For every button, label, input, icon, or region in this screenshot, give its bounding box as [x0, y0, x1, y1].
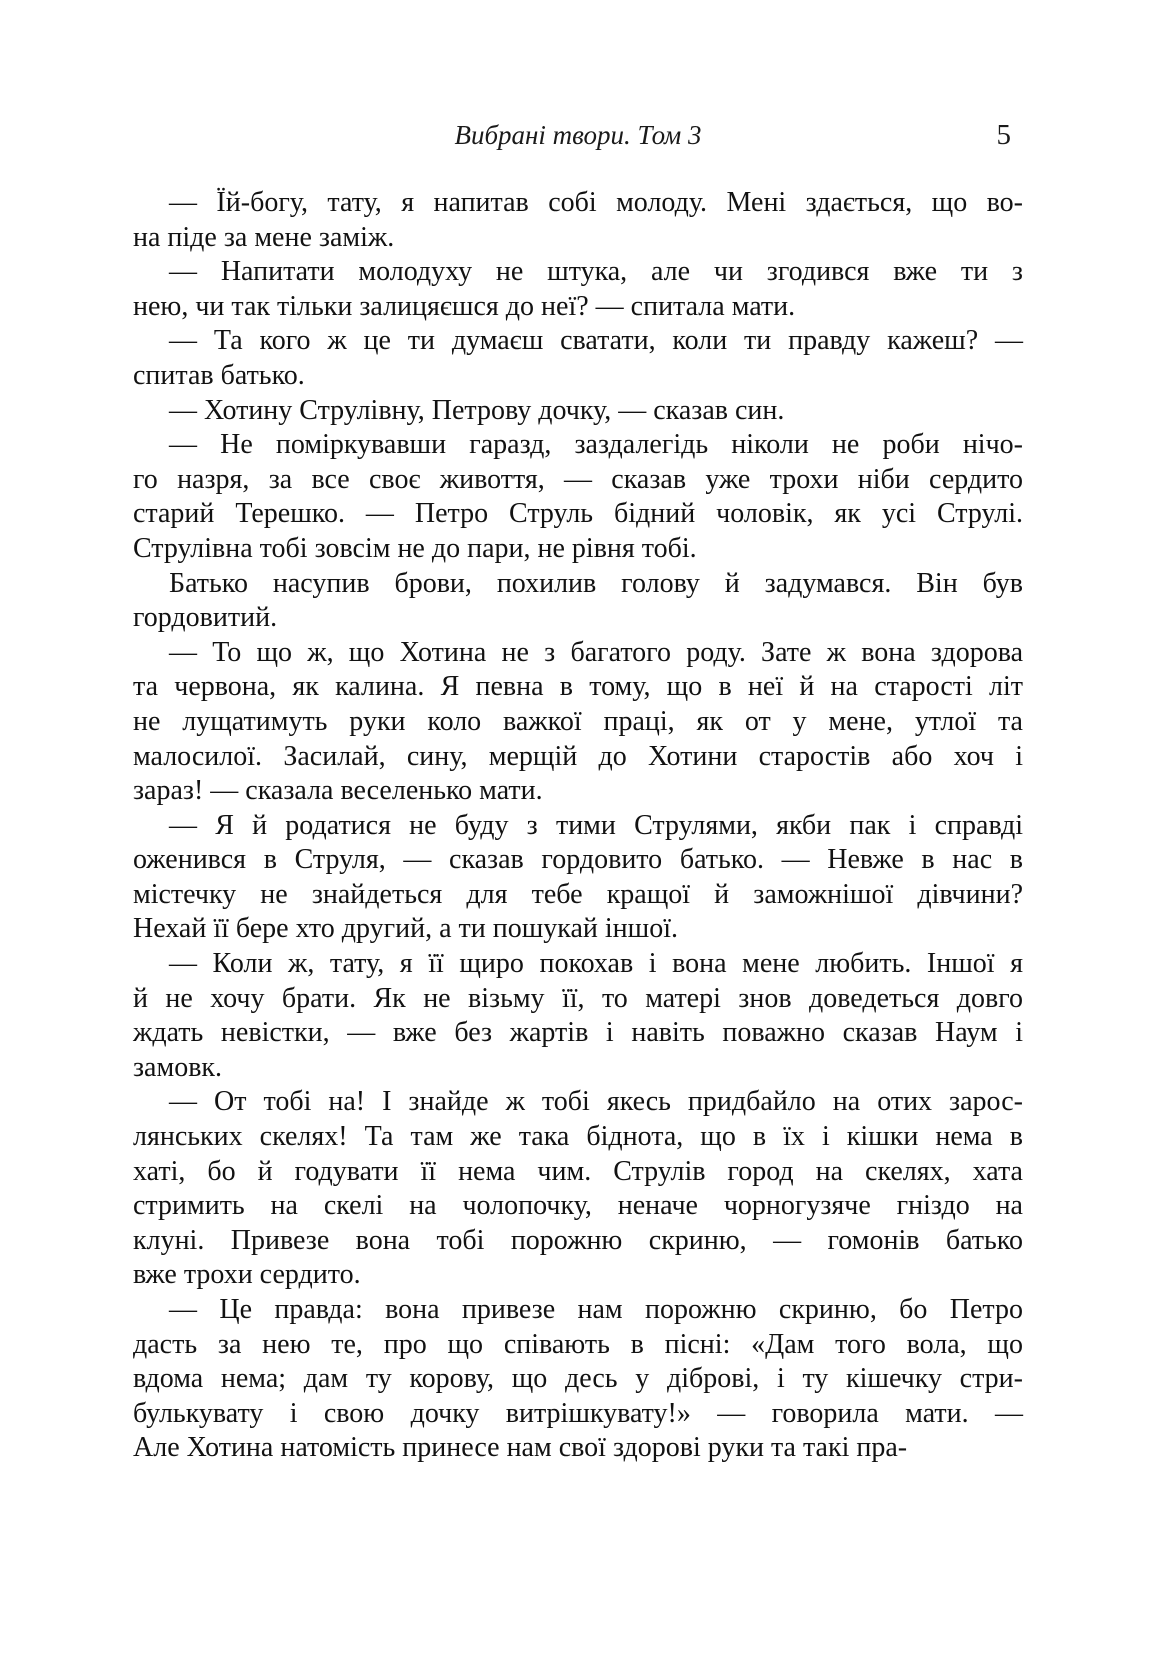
text-line: оженився в Струля, — сказав гордовито батько. — Невже в нас в: [133, 844, 1023, 876]
text-line: старий Терешко. — Петро Струль бідний чоловік, як усі Струлі.: [133, 498, 1023, 530]
text-line: лянських скелях! Та там же така біднота, що в їх і кішки нема в: [133, 1121, 1023, 1153]
text-line: — Їй-богу, тату, я напитав собі молоду. Мені здається, що во-: [169, 187, 1023, 218]
text-line: стримить на скелі на чолопочку, неначе чорногузяче гніздо на: [133, 1190, 1023, 1222]
text-line: — Коли ж, тату, я її щиро покохав і вона мене любить. Іншої я: [169, 948, 1023, 980]
text-line: — То що ж, що Хотина не з багатого роду. Зате ж вона здорова: [169, 636, 1023, 668]
text-line: гордовитий.: [133, 602, 278, 634]
text-line: — Хотину Струлівну, Петрову дочку, — сказав син.: [169, 394, 785, 426]
text-line: не лущатимуть руки коло важкої праці, як от у мене, утлої та: [133, 705, 1023, 737]
text-line: — От тобі на! І знайде ж тобі якесь придбайло на отих зарос-: [169, 1086, 1023, 1118]
text-line: нею, чи так тільки залицяєшся до неї? — спитала мати.: [133, 290, 796, 322]
text-line: Батько насупив брови, похилив голову й задумався. Він був: [169, 567, 1023, 599]
text-line: Але Хотина натомість принесе нам свої здорові руки та такі пра-: [133, 1432, 908, 1464]
text-line: спитав батько.: [133, 359, 305, 391]
page-number: 5: [996, 119, 1011, 151]
text-line: Нехай її бере хто другий, а ти пошукай іншої.: [133, 913, 679, 945]
text-line: й не хочу брати. Як не візьму її, то матері знов доведеться довго: [133, 982, 1023, 1014]
text-line: — Не поміркувавши гаразд, заздалегідь ніколи не роби нічо-: [169, 429, 1023, 461]
text-line: на піде за мене заміж.: [133, 221, 395, 253]
text-line: вже трохи сердито.: [133, 1259, 361, 1291]
text-line: булькувату і свою дочку витрішкувату!» — говорила мати. —: [133, 1397, 1023, 1429]
text-line: зараз! — сказала веселенько мати.: [133, 775, 543, 807]
text-line: — Та кого ж це ти думаєш сватати, коли ти правду кажеш? —: [169, 325, 1023, 357]
text-line: замовк.: [133, 1051, 223, 1083]
text-line: хаті, бо й годувати її нема чим. Струлів город на скелях, хата: [133, 1155, 1023, 1187]
text-line: вдома нема; дам ту корову, що десь у діброві, і ту кішечку стри-: [133, 1363, 1023, 1395]
text-line: клуні. Привезе вона тобі порожню скриню, — гомонів батько: [133, 1224, 1023, 1256]
text-line: — Це правда: вона привезе нам порожню скриню, бо Петро: [169, 1294, 1023, 1325]
text-line: — Напитати молодуху не штука, але чи згодився вже ти з: [169, 256, 1023, 288]
text-line: та червона, як калина. Я певна в тому, що в неї й на старості літ: [133, 671, 1023, 703]
text-line: Струлівна тобі зовсім не до пари, не рівня тобі.: [133, 532, 697, 564]
text-line: — Я й родатися не буду з тими Струлями, якби пак і справді: [169, 809, 1023, 841]
running-title: Вибрані твори. Том 3: [454, 120, 702, 150]
text-line: містечку не знайдеться для тебе кращої й заможнішої дівчини?: [133, 878, 1023, 910]
body-text: [133, 186, 1023, 1466]
text-line: малосилої. Засилай, сину, мерщій до Хотини старостів або хоч і: [133, 740, 1023, 772]
text-line: го назря, за все своє живоття, — сказав уже трохи ніби сердито: [133, 463, 1023, 495]
text-line: дасть за нею те, про що співають в пісні: «Дам того вола, що: [133, 1328, 1023, 1360]
text-line: ждать невістки, — вже без жартів і навіть поважно сказав Наум і: [133, 1017, 1023, 1049]
page-header: [133, 118, 1023, 158]
